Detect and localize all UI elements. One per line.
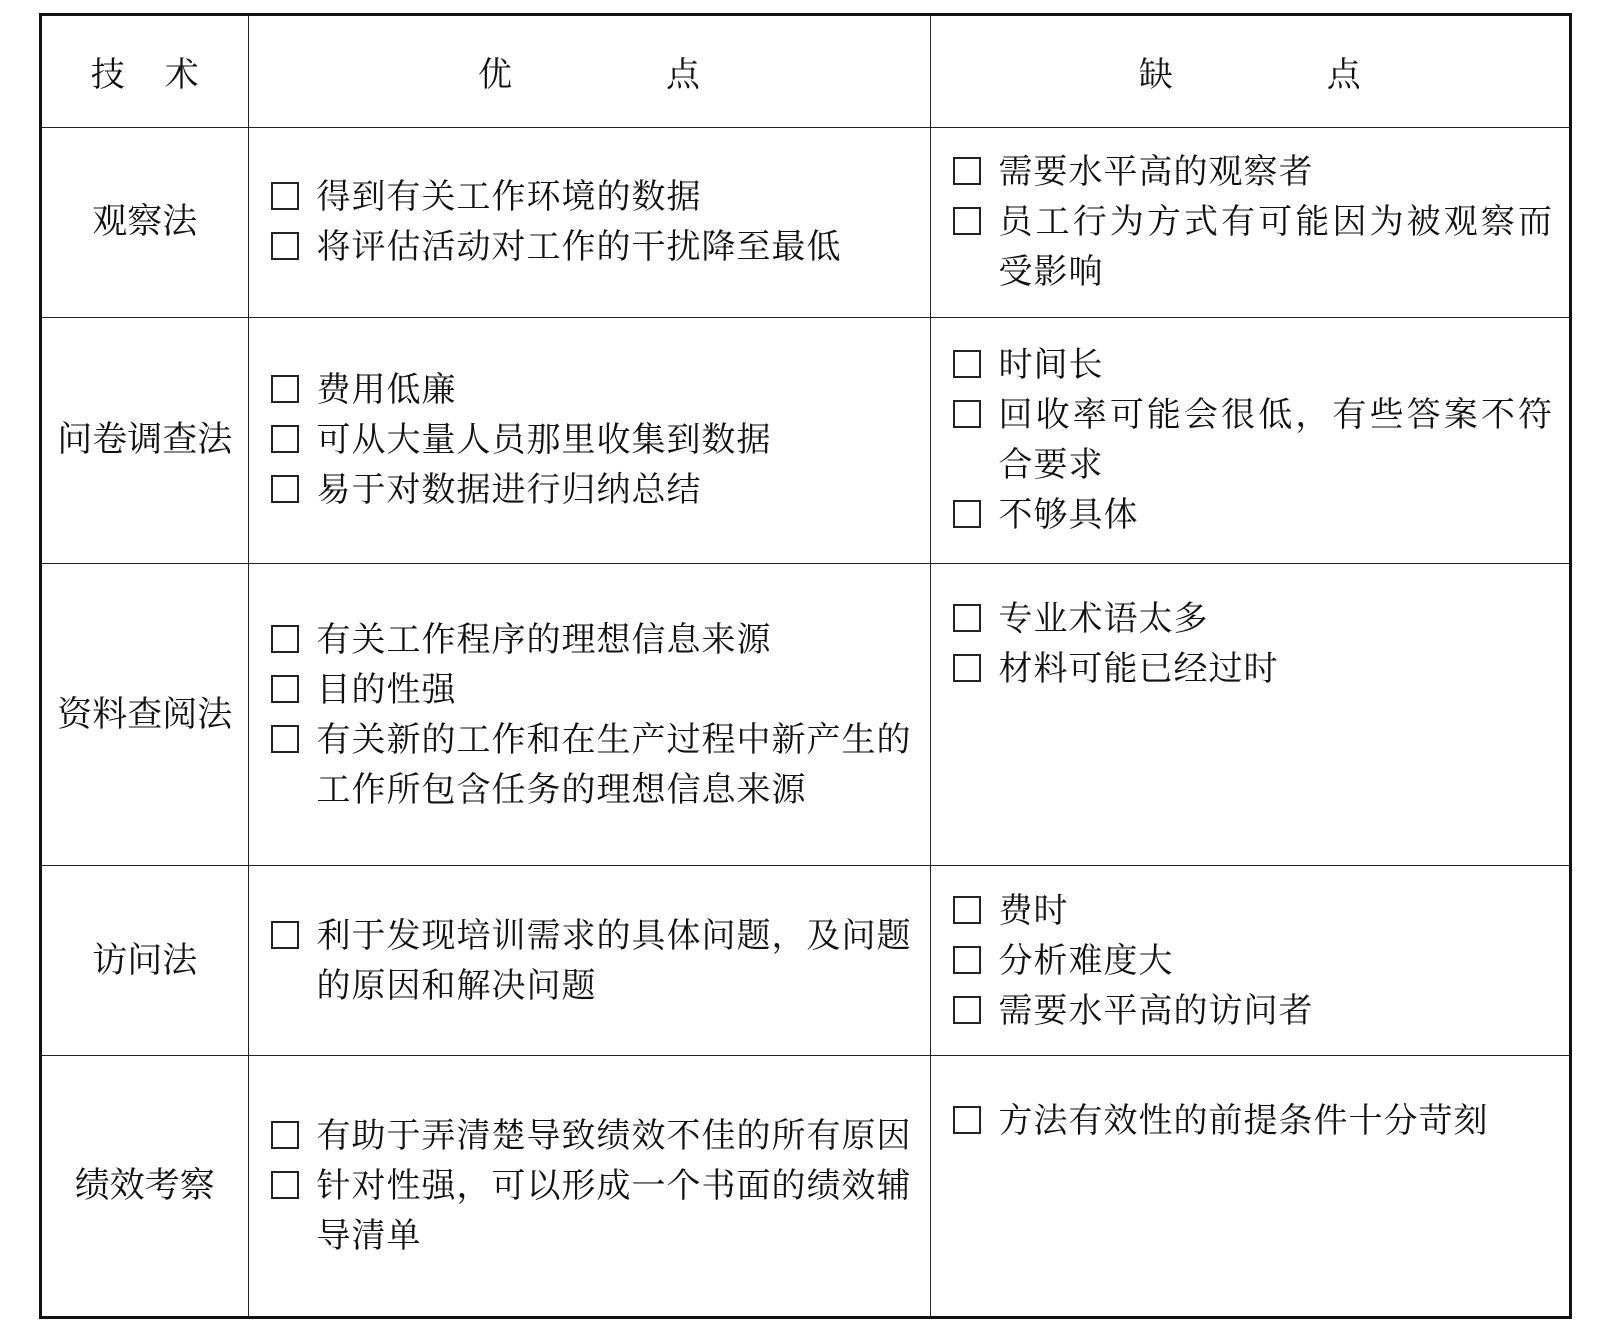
item-text: 得到有关工作环境的数据 <box>316 177 702 218</box>
list-item <box>271 222 912 272</box>
list-item <box>271 715 912 815</box>
checkbox-icon <box>953 1106 981 1134</box>
cons-list <box>953 886 1554 1036</box>
checkbox-icon <box>271 1171 299 1199</box>
item-text: 时间长 <box>998 345 1104 386</box>
pros-cell <box>248 564 930 866</box>
cons-list <box>953 594 1554 694</box>
table-row <box>42 1056 1569 1316</box>
list-item <box>953 936 1554 986</box>
header-pros-char-2: 点 <box>666 55 700 95</box>
checkbox-icon <box>271 425 299 453</box>
item-text: 利于发现培训需求的具体问题，及问题的原因和解决问题 <box>316 915 912 1006</box>
needs-assessment-table <box>39 13 1572 1319</box>
item-text: 方法有效性的前提条件十分苛刻 <box>998 1101 1489 1142</box>
pros-list <box>271 615 912 815</box>
technique-cell: 访问法 <box>42 866 248 1056</box>
checkbox-icon <box>953 500 981 528</box>
checkbox-icon <box>271 375 299 403</box>
checkbox-icon <box>271 232 299 260</box>
checkbox-icon <box>271 725 299 753</box>
header-cons <box>930 16 1569 128</box>
list-item <box>953 197 1554 297</box>
checkbox-icon <box>271 1121 299 1149</box>
list-item <box>953 594 1554 644</box>
list-item <box>953 644 1554 694</box>
list-item <box>271 415 912 465</box>
checkbox-icon <box>953 207 981 235</box>
checkbox-icon <box>271 921 299 949</box>
pros-list <box>271 1111 912 1261</box>
list-item <box>271 465 912 515</box>
table-row <box>42 564 1569 866</box>
header-technique-char-1: 技 <box>90 55 125 95</box>
comparison-table <box>42 16 1569 1316</box>
list-item <box>953 1096 1554 1146</box>
technique-cell: 观察法 <box>42 128 248 318</box>
item-text: 目的性强 <box>316 669 457 710</box>
checkbox-icon <box>953 996 981 1024</box>
list-item <box>953 147 1554 197</box>
item-text: 分析难度大 <box>998 940 1174 981</box>
pros-cell <box>248 317 930 563</box>
list-item <box>271 615 912 665</box>
list-item <box>271 172 912 222</box>
item-text: 易于对数据进行归纳总结 <box>316 470 702 511</box>
cons-list <box>953 1096 1554 1146</box>
item-text: 可从大量人员那里收集到数据 <box>316 420 772 461</box>
item-text: 专业术语太多 <box>998 599 1209 640</box>
technique-cell: 资料查阅法 <box>42 564 248 866</box>
item-text: 不够具体 <box>998 495 1139 536</box>
technique-cell: 问卷调查法 <box>42 317 248 563</box>
list-item <box>953 886 1554 936</box>
list-item <box>271 1161 912 1261</box>
header-technique <box>42 16 248 128</box>
header-technique-char-2: 术 <box>164 55 199 95</box>
checkbox-icon <box>271 625 299 653</box>
cons-cell <box>930 866 1569 1056</box>
pros-list <box>271 911 912 1011</box>
header-cons-char-1: 缺 <box>1138 55 1173 95</box>
list-item <box>271 911 912 1011</box>
list-item <box>953 986 1554 1036</box>
item-text: 需要水平高的访问者 <box>998 990 1314 1031</box>
list-item <box>953 340 1554 390</box>
list-item <box>953 390 1554 490</box>
item-text: 有助于弄清楚导致绩效不佳的所有原因 <box>316 1116 912 1157</box>
pros-list <box>271 172 912 272</box>
item-text: 材料可能已经过时 <box>998 649 1279 690</box>
header-pros <box>248 16 930 128</box>
header-pros-char-1: 优 <box>478 55 512 95</box>
cons-cell <box>930 1056 1569 1316</box>
checkbox-icon <box>953 157 981 185</box>
table-row <box>42 317 1569 563</box>
table-row <box>42 128 1569 318</box>
item-text: 回收率可能会很低，有些答案不符合要求 <box>998 395 1553 486</box>
item-text: 将评估活动对工作的干扰降至最低 <box>316 227 842 268</box>
list-item <box>953 490 1554 540</box>
pros-list <box>271 365 912 515</box>
item-text: 需要水平高的观察者 <box>998 152 1314 193</box>
pros-cell <box>248 1056 930 1316</box>
checkbox-icon <box>953 350 981 378</box>
item-text: 针对性强，可以形成一个书面的绩效辅导清单 <box>316 1166 912 1257</box>
item-text: 有关工作程序的理想信息来源 <box>316 619 772 660</box>
list-item <box>271 1111 912 1161</box>
cons-cell <box>930 317 1569 563</box>
item-text: 费用低廉 <box>316 370 457 411</box>
checkbox-icon <box>953 896 981 924</box>
item-text: 有关新的工作和在生产过程中新产生的工作所包含任务的理想信息来源 <box>316 719 912 810</box>
checkbox-icon <box>953 654 981 682</box>
header-cons-char-2: 点 <box>1326 55 1361 95</box>
header-row <box>42 16 1569 128</box>
technique-cell: 绩效考察 <box>42 1056 248 1316</box>
checkbox-icon <box>953 604 981 632</box>
checkbox-icon <box>953 400 981 428</box>
cons-list <box>953 340 1554 540</box>
checkbox-icon <box>271 475 299 503</box>
checkbox-icon <box>271 675 299 703</box>
checkbox-icon <box>271 182 299 210</box>
item-text: 费时 <box>998 890 1069 931</box>
list-item <box>271 665 912 715</box>
cons-list <box>953 147 1554 297</box>
table-row <box>42 866 1569 1056</box>
pros-cell <box>248 128 930 318</box>
pros-cell <box>248 866 930 1056</box>
cons-cell <box>930 128 1569 318</box>
cons-cell <box>930 564 1569 866</box>
checkbox-icon <box>953 946 981 974</box>
item-text: 员工行为方式有可能因为被观察而受影响 <box>998 202 1553 293</box>
list-item <box>271 365 912 415</box>
